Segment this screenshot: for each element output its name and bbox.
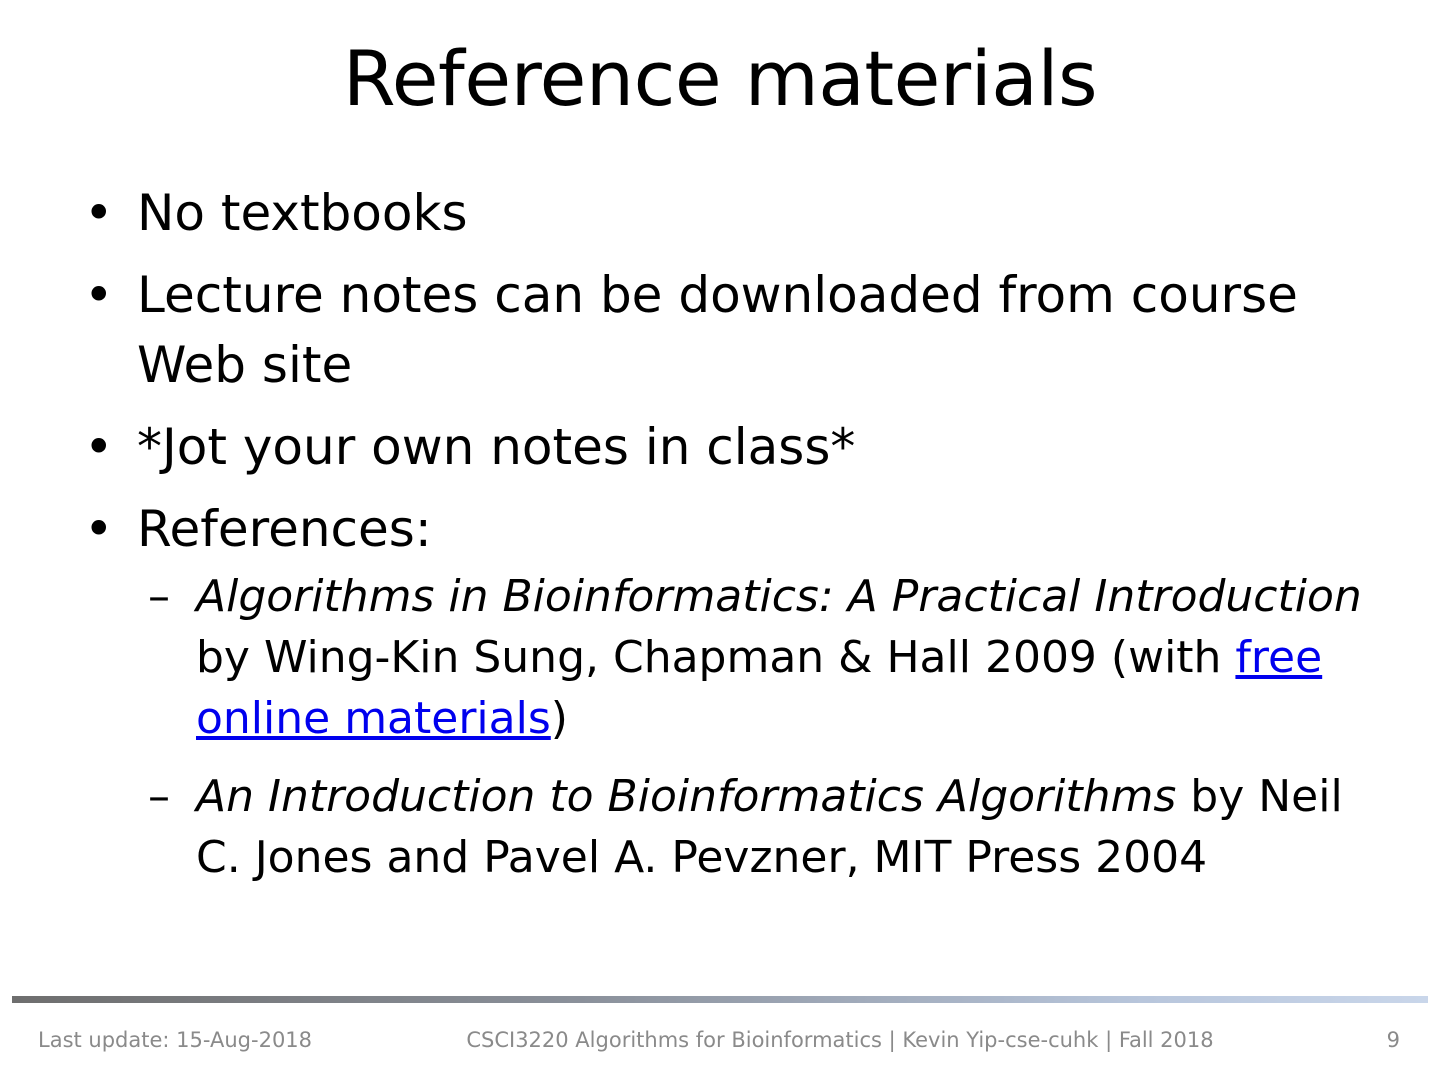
reference-list — [84, 566, 1384, 888]
footer-last-update: Last update: 15-Aug-2018 — [38, 1028, 313, 1052]
dash-glyph: – — [148, 771, 170, 822]
reference-title: Algorithms in Bioinformatics: A Practical Introduction — [196, 571, 1362, 622]
free-online-materials-link[interactable]: free online materials — [196, 632, 1323, 744]
bullet-glyph: • — [84, 418, 114, 476]
reference-item-jones-pevzner — [84, 766, 1384, 888]
reference-details: by Wing-Kin Sung, Chapman & Hall 2009 (with — [196, 632, 1236, 683]
slide-body — [84, 178, 1384, 905]
bullet-text: References: — [137, 500, 432, 558]
reference-details: by Neil C. Jones and Pavel A. Pevzner, MIT Press 2004 — [196, 771, 1343, 883]
bullet-text: No textbooks — [137, 184, 468, 242]
slide-number: 9 — [1386, 1028, 1400, 1052]
bullet-item-no-textbooks — [84, 178, 1384, 248]
dash-glyph: – — [148, 571, 170, 622]
bullet-item-references — [84, 494, 1384, 564]
reference-title: An Introduction to Bioinformatics Algorithms — [196, 771, 1177, 822]
bullet-glyph: • — [84, 184, 114, 242]
reference-close-paren: ) — [550, 693, 568, 744]
bullet-text: *Jot your own notes in class* — [137, 418, 856, 476]
slide-title: Reference materials — [342, 34, 1098, 123]
bullet-item-jot-notes — [84, 412, 1384, 482]
bullet-item-lecture-notes — [84, 260, 1384, 400]
footer-course-info: CSCI3220 Algorithms for Bioinformatics | Kevin Yip-cse-cuhk | Fall 2018 — [466, 1028, 1214, 1052]
footer-divider — [12, 996, 1428, 1003]
bullet-text: Lecture notes can be downloaded from course Web site — [137, 266, 1298, 394]
bullet-glyph: • — [84, 266, 114, 324]
bullet-glyph: • — [84, 500, 114, 558]
reference-item-sung — [84, 566, 1384, 749]
